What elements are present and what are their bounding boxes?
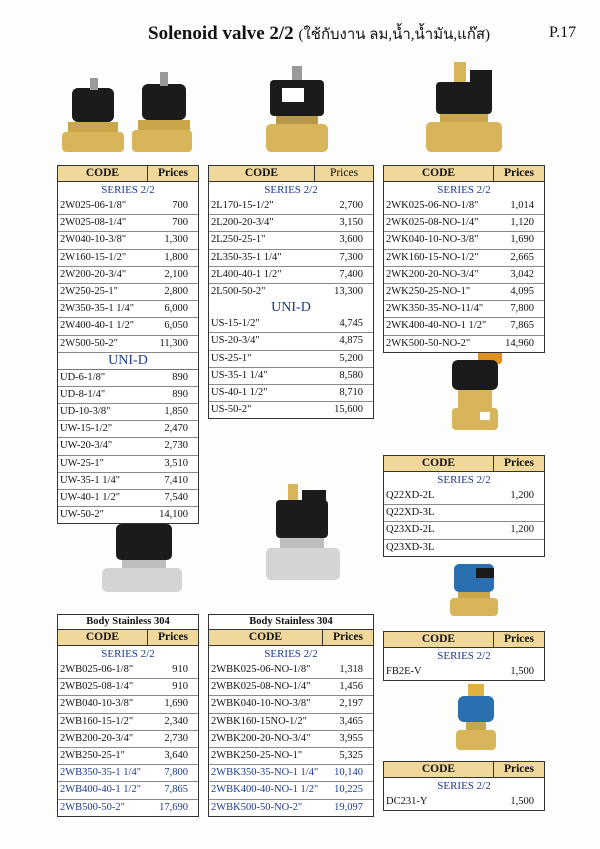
row-code: 2WB400-40-1 1/2" <box>60 784 141 796</box>
row-price: 890 <box>172 371 188 383</box>
table-row <box>384 317 544 334</box>
col-prices: Prices <box>494 456 544 471</box>
row-price: 700 <box>172 200 188 211</box>
table-row <box>384 664 544 680</box>
row-code: 2WBK250-25-NO-1" <box>211 749 303 761</box>
row-price: 10,225 <box>334 784 363 796</box>
valve-image-fb2e <box>446 562 502 620</box>
table-row <box>384 214 544 231</box>
series-label: SERIES 2/2 <box>437 780 491 792</box>
row-code: US-50-2" <box>211 404 252 416</box>
table-row <box>209 367 373 384</box>
col-code: CODE <box>384 166 494 181</box>
section-uni-d: UNI-D <box>58 352 198 370</box>
row-code: US-20-3/4" <box>211 335 260 347</box>
row-code: 2WK025-08-NO-1/4" <box>386 217 479 229</box>
body-material-title: Body Stainless 304 <box>58 615 198 630</box>
row-price: 1,850 <box>164 406 188 418</box>
price-table-2w <box>57 165 199 524</box>
row-code: 2W350-35-1 1/4" <box>60 303 134 315</box>
row-price: 3,042 <box>510 268 534 280</box>
row-price: 700 <box>172 217 188 229</box>
row-code: UD-8-1/4" <box>60 388 106 400</box>
col-prices: Prices <box>148 166 198 181</box>
col-code: CODE <box>209 630 323 645</box>
row-price: 8,710 <box>339 386 363 398</box>
row-price: 14,960 <box>505 337 534 349</box>
price-table-2wk <box>383 165 545 353</box>
table-header <box>384 762 544 778</box>
table-row <box>58 472 198 489</box>
row-code: 2W025-08-1/4" <box>60 217 127 229</box>
table-row <box>209 214 373 231</box>
row-price <box>534 505 544 521</box>
table-row <box>58 214 198 231</box>
table-row <box>58 489 198 506</box>
table-header <box>384 456 544 472</box>
row-code: FB2E-V <box>386 666 422 677</box>
row-price: 2,470 <box>164 423 188 435</box>
table-row <box>58 317 198 334</box>
table-row <box>58 283 198 300</box>
table-row <box>209 764 373 781</box>
table-row <box>384 198 544 214</box>
table-header <box>58 630 198 646</box>
table-header <box>384 166 544 182</box>
row-code: UD-10-3/8" <box>60 406 111 418</box>
row-code: Q23XD-2L <box>386 524 435 536</box>
row-price: 5,325 <box>339 749 363 761</box>
table-row <box>58 781 198 798</box>
table-row <box>209 799 373 816</box>
row-price: 15,600 <box>334 404 363 416</box>
row-code: 2W400-40-1 1/2" <box>60 320 134 332</box>
body-material-title: Body Stainless 304 <box>209 615 373 630</box>
table-row <box>58 420 198 437</box>
row-price: 17,690 <box>159 801 188 813</box>
row-price: 3,600 <box>339 234 363 246</box>
table-row <box>384 266 544 283</box>
row-code: 2L170-15-1/2" <box>211 200 274 211</box>
row-code: Q22XD-3L <box>386 507 435 519</box>
row-price: 7,865 <box>510 320 534 332</box>
row-code: UW-50-2" <box>60 509 104 521</box>
table-row <box>384 794 544 810</box>
row-price: 4,875 <box>339 335 363 347</box>
price-table-q22xd <box>383 455 545 557</box>
row-price: 7,800 <box>164 767 188 779</box>
row-code: 2WBK500-50-NO-2" <box>211 801 303 813</box>
table-row <box>384 231 544 248</box>
series-label: SERIES 2/2 <box>101 184 155 196</box>
row-price: 2,730 <box>164 440 188 452</box>
table-row <box>58 678 198 695</box>
page-title: Solenoid valve 2/2 (ใช้กับงาน ลม,น้ำ,น้ำมัน,แก๊ส) <box>148 23 491 44</box>
row-price: 910 <box>172 681 188 693</box>
table-row <box>58 713 198 730</box>
table-row <box>209 678 373 695</box>
table-row <box>209 695 373 712</box>
col-code: CODE <box>58 630 148 645</box>
row-price: 1,500 <box>510 666 534 677</box>
row-price: 11,300 <box>159 337 188 349</box>
table-header <box>209 166 373 182</box>
col-prices: Prices <box>494 632 544 647</box>
table-row <box>209 350 373 367</box>
row-price: 890 <box>172 388 188 400</box>
row-code: 2W025-06-1/8" <box>60 200 127 211</box>
row-code: 2W040-10-3/8" <box>60 234 127 246</box>
row-code: US-40-1 1/2" <box>211 386 268 398</box>
row-code: 2WBK025-08-NO-1/4" <box>211 681 311 693</box>
table-row <box>384 335 544 352</box>
row-price: 2,340 <box>164 715 188 727</box>
valve-image-q22xd <box>448 350 510 434</box>
row-code: 2WB025-06-1/8" <box>60 664 134 675</box>
row-price: 2,700 <box>339 200 363 211</box>
table-row <box>209 198 373 214</box>
row-price: 1,800 <box>164 251 188 263</box>
row-price: 7,800 <box>510 303 534 315</box>
row-code: 2L350-35-1 1/4" <box>211 251 282 263</box>
price-table-dc231 <box>383 761 545 811</box>
price-table-2wbk <box>208 614 374 817</box>
table-row <box>58 799 198 816</box>
page-number: P.17 <box>549 24 577 41</box>
table-row <box>209 747 373 764</box>
valve-image-2wk <box>418 62 518 156</box>
col-code: CODE <box>58 166 148 181</box>
row-code: 2W250-25-1" <box>60 285 118 297</box>
row-price: 1,456 <box>339 681 363 693</box>
col-code: CODE <box>384 762 494 777</box>
row-price: 7,410 <box>164 474 188 486</box>
row-code: 2WK040-10-NO-3/8" <box>386 234 479 246</box>
table-row <box>58 198 198 214</box>
row-code: 2WBK350-35-NO-1 1/4" <box>211 767 319 779</box>
row-code: 2WK400-40-NO-1 1/2" <box>386 320 487 332</box>
col-code: CODE <box>384 456 494 471</box>
row-code: 2W500-50-2" <box>60 337 118 349</box>
row-price: 5,200 <box>339 352 363 364</box>
col-prices: Prices <box>494 166 544 181</box>
row-code: US-25-1" <box>211 352 252 364</box>
row-price: 2,730 <box>164 732 188 744</box>
row-code: US-15-1/2" <box>211 318 260 330</box>
table-row <box>384 488 544 504</box>
row-price: 10,140 <box>334 767 363 779</box>
table-row <box>58 370 198 386</box>
valve-image-dc231 <box>452 684 500 754</box>
table-row <box>209 713 373 730</box>
col-prices: Prices <box>494 762 544 777</box>
row-price: 3,955 <box>339 732 363 744</box>
table-row <box>58 266 198 283</box>
row-price: 3,465 <box>339 715 363 727</box>
row-code: US-35-1 1/4" <box>211 369 268 381</box>
table-row <box>209 249 373 266</box>
row-code: 2L200-20-3/4" <box>211 217 274 229</box>
table-row <box>58 506 198 523</box>
table-row <box>58 300 198 317</box>
row-price: 1,120 <box>510 217 534 229</box>
row-code: 2L500-50-2" <box>211 285 266 297</box>
table-header <box>384 632 544 648</box>
table-row <box>384 539 544 556</box>
row-price: 13,300 <box>334 285 363 297</box>
table-row <box>384 521 544 538</box>
table-row <box>209 266 373 283</box>
row-price: 3,150 <box>339 217 363 229</box>
row-price: 1,500 <box>510 796 534 807</box>
table-row <box>209 283 373 300</box>
row-price: 1,690 <box>164 698 188 710</box>
valve-image-2l <box>262 66 334 154</box>
row-price: 1,318 <box>339 664 363 675</box>
row-price: 3,640 <box>164 749 188 761</box>
table-row <box>58 437 198 454</box>
table-row <box>58 695 198 712</box>
row-price: 7,865 <box>164 784 188 796</box>
row-code: 2WB160-15-1/2" <box>60 715 134 727</box>
col-prices: Prices <box>148 630 198 645</box>
table-row <box>209 384 373 401</box>
valve-image-2wbk <box>264 484 344 584</box>
valve-image-2w <box>62 70 192 162</box>
series-label: SERIES 2/2 <box>101 648 155 660</box>
row-price <box>534 540 544 556</box>
row-price: 2,665 <box>510 251 534 263</box>
row-code: 2WK025-06-NO-1/8" <box>386 200 479 211</box>
price-table-fb2e <box>383 631 545 681</box>
row-price: 7,300 <box>339 251 363 263</box>
series-label: SERIES 2/2 <box>437 474 491 486</box>
col-prices: Prices <box>315 166 373 181</box>
table-row <box>384 283 544 300</box>
row-price: 8,580 <box>339 369 363 381</box>
col-code: CODE <box>209 166 315 181</box>
row-code: 2WK160-15-NO-1/2" <box>386 251 479 263</box>
table-row <box>58 335 198 352</box>
section-uni-d: UNI-D <box>271 300 311 316</box>
row-price: 2,800 <box>164 285 188 297</box>
table-row <box>58 249 198 266</box>
row-price: 1,200 <box>510 490 534 501</box>
row-code: 2W200-20-3/4" <box>60 268 127 280</box>
table-row <box>58 747 198 764</box>
row-code: 2WB200-20-3/4" <box>60 732 134 744</box>
row-code: 2WBK200-20-NO-3/4" <box>211 732 311 744</box>
row-code: 2W160-15-1/2" <box>60 251 127 263</box>
row-price: 19,097 <box>334 801 363 813</box>
table-row <box>58 662 198 678</box>
series-label: SERIES 2/2 <box>437 650 491 662</box>
row-code: UW-35-1 1/4" <box>60 474 120 486</box>
row-price: 4,095 <box>510 285 534 297</box>
row-price: 6,050 <box>164 320 188 332</box>
row-price: 1,200 <box>510 524 534 536</box>
row-code: 2WB250-25-1" <box>60 749 125 761</box>
row-code: UW-20-3/4" <box>60 440 113 452</box>
table-row <box>209 730 373 747</box>
table-row <box>58 764 198 781</box>
row-code: 2WB040-10-3/8" <box>60 698 134 710</box>
row-code: 2WBK025-06-NO-1/8" <box>211 664 311 675</box>
table-row <box>384 249 544 266</box>
col-code: CODE <box>384 632 494 647</box>
table-row <box>384 300 544 317</box>
row-code: Q22XD-2L <box>386 490 435 501</box>
row-code: Q23XD-3L <box>386 541 435 553</box>
row-code: 2WB350-35-1 1/4" <box>60 767 141 779</box>
price-table-2wb <box>57 614 199 817</box>
table-row <box>58 455 198 472</box>
row-code: 2WK350-35-NO-11/4" <box>386 303 484 315</box>
table-row <box>209 231 373 248</box>
table-row <box>209 316 373 332</box>
row-price: 2,100 <box>164 268 188 280</box>
row-price: 910 <box>172 664 188 675</box>
row-code: 2L400-40-1 1/2" <box>211 268 282 280</box>
row-price: 4,745 <box>339 318 363 330</box>
series-label: SERIES 2/2 <box>264 184 318 196</box>
row-code: 2WB500-50-2" <box>60 801 125 813</box>
row-code: 2WK250-25-NO-1" <box>386 285 471 297</box>
table-row <box>58 730 198 747</box>
row-code: 2WB025-08-1/4" <box>60 681 134 693</box>
table-row <box>209 401 373 418</box>
table-row <box>384 504 544 521</box>
row-price: 7,400 <box>339 268 363 280</box>
row-price: 1,014 <box>510 200 534 211</box>
row-code: 2WBK400-40-NO-1 1/2" <box>211 784 319 796</box>
row-price: 7,540 <box>164 492 188 503</box>
row-code: DC231-Y <box>386 796 428 807</box>
col-prices: Prices <box>323 630 373 645</box>
row-code: UW-40-1 1/2" <box>60 492 120 503</box>
row-code: 2L250-25-1" <box>211 234 266 246</box>
row-code: 2WK200-20-NO-3/4" <box>386 268 479 280</box>
table-row <box>58 386 198 403</box>
row-price: 6,000 <box>164 303 188 315</box>
table-row <box>58 231 198 248</box>
table-row <box>209 332 373 349</box>
series-label: SERIES 2/2 <box>264 648 318 660</box>
page-subtitle: (ใช้กับงาน ลม,น้ำ,น้ำมัน,แก๊ส) <box>298 27 491 43</box>
table-row <box>58 403 198 420</box>
series-label: SERIES 2/2 <box>437 184 491 196</box>
row-price: 1,690 <box>510 234 534 246</box>
price-table-2l <box>208 165 374 419</box>
row-code: 2WK500-50-NO-2" <box>386 337 471 349</box>
row-price: 3,510 <box>164 457 188 469</box>
table-row <box>209 662 373 678</box>
table-header <box>209 630 373 646</box>
row-code: UW-25-1" <box>60 457 104 469</box>
row-code: UD-6-1/8" <box>60 371 106 383</box>
table-row <box>209 781 373 798</box>
row-code: 2WBK040-10-NO-3/8" <box>211 698 311 710</box>
row-code: 2WBK160-15NO-1/2" <box>211 715 307 727</box>
table-header <box>58 166 198 182</box>
row-price: 2,197 <box>339 698 363 710</box>
row-price: 1,300 <box>164 234 188 246</box>
row-price: 14,100 <box>159 509 188 521</box>
row-code: UW-15-1/2" <box>60 423 113 435</box>
